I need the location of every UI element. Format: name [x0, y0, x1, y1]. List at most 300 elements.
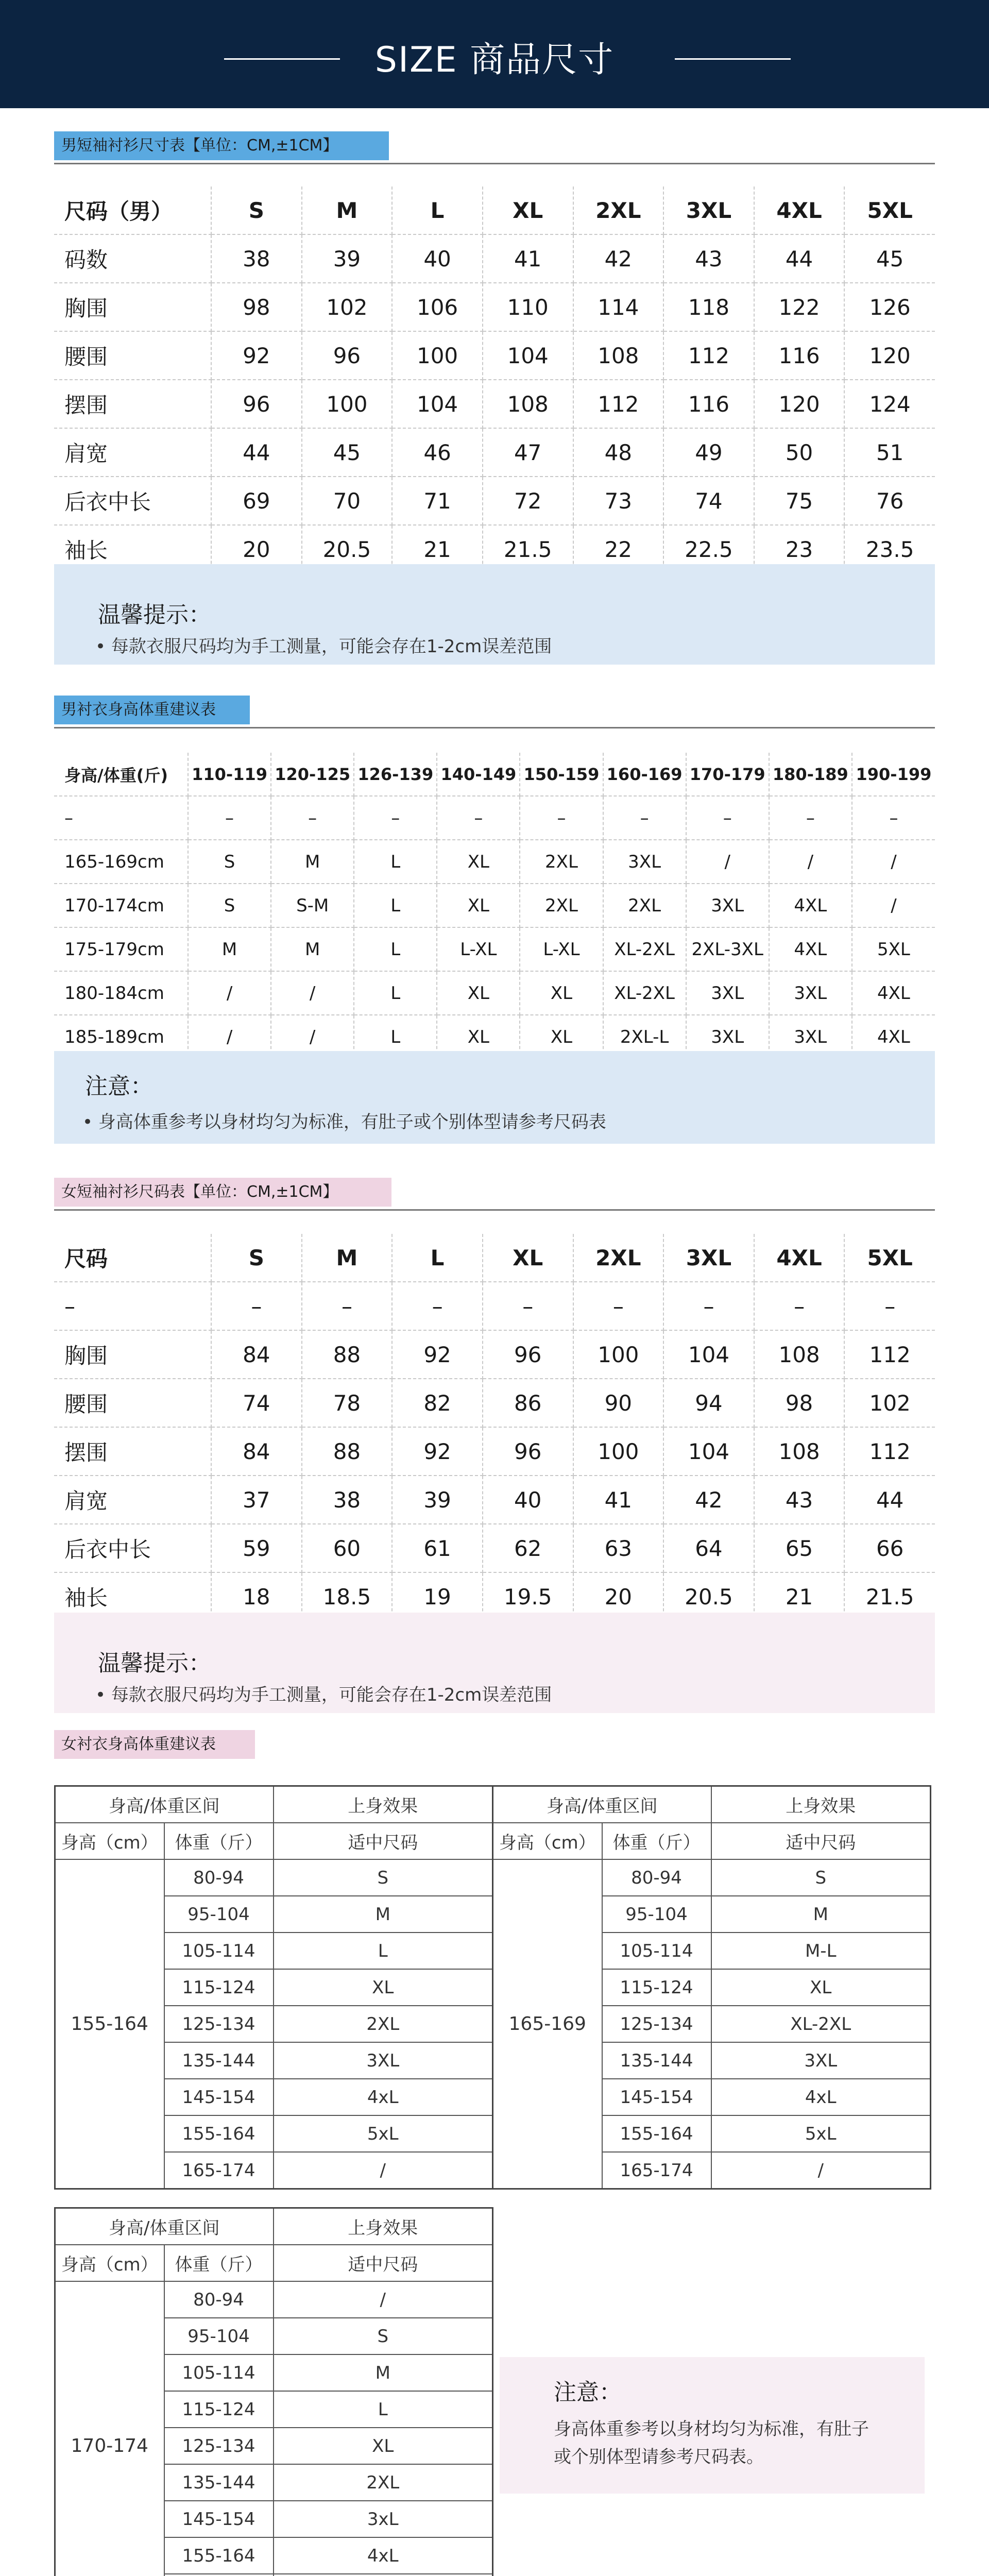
table-cell: 104: [663, 1427, 754, 1476]
table-cell: 38: [211, 234, 302, 283]
row-label: 后衣中长: [54, 1524, 211, 1572]
header-cell: 150-159: [520, 753, 603, 796]
men-size-note: [54, 564, 935, 665]
table-cell: 114: [573, 283, 664, 331]
header-weight: 体重（斤）: [164, 1823, 274, 1859]
header-cell: 尺码（男）: [54, 187, 211, 234]
table-cell: –: [211, 1282, 302, 1330]
table-cell: S: [188, 884, 271, 927]
table-header-row: [55, 1786, 493, 1823]
table-header-row: [55, 2245, 493, 2281]
header-weight: 体重（斤）: [164, 2245, 274, 2281]
table-cell: 108: [754, 1330, 845, 1379]
table-cell: –: [852, 796, 935, 840]
weight-cell: 80-94: [164, 2281, 274, 2318]
table-cell: 118: [663, 283, 754, 331]
table-cell: 78: [302, 1379, 393, 1427]
weight-cell: 135-144: [164, 2464, 274, 2501]
note-text: • 每款衣服尺码均为手工测量，可能会存在1-2cm误差范围: [95, 1685, 552, 1705]
table-cell: 112: [663, 331, 754, 380]
table-cell: 108: [573, 331, 664, 380]
size-cell: /: [274, 2281, 493, 2318]
table-cell: M: [271, 927, 354, 971]
size-cell: XL: [274, 2428, 493, 2464]
header-effect: 上身效果: [711, 1786, 931, 1823]
header-height: 身高（cm）: [55, 1823, 164, 1859]
row-label: 180-184cm: [54, 971, 188, 1015]
note-text-line-2: 或个别体型请参考尺码表。: [554, 2447, 764, 2467]
table-row: [54, 1427, 935, 1476]
table-cell: 100: [573, 1427, 664, 1476]
table-cell: 96: [302, 331, 393, 380]
table-cell: 19.5: [483, 1572, 573, 1621]
table-row: [493, 1859, 931, 1896]
table-cell: 84: [211, 1330, 302, 1379]
table-cell: 64: [663, 1524, 754, 1572]
table-cell: 86: [483, 1379, 573, 1427]
header-range: 身高/体重区间: [55, 1786, 274, 1823]
table-cell: 43: [663, 234, 754, 283]
table-cell: 2XL: [603, 884, 686, 927]
weight-cell: 125-134: [602, 2006, 711, 2042]
table-cell: XL: [520, 1015, 603, 1059]
table-cell: 2XL-L: [603, 1015, 686, 1059]
table-cell: 70: [302, 477, 393, 525]
table-cell: 104: [483, 331, 573, 380]
size-cell: /: [274, 2152, 493, 2189]
table-cell: 112: [573, 380, 664, 428]
men-size-table: [54, 187, 935, 574]
table-cell: 65: [754, 1524, 845, 1572]
weight-cell: 125-134: [164, 2006, 274, 2042]
table-header-row: [54, 1234, 935, 1282]
table-cell: XL: [437, 884, 520, 927]
table-cell: M: [271, 840, 354, 884]
header-effect: 上身效果: [274, 2208, 493, 2245]
table-cell: /: [686, 840, 769, 884]
weight-cell: 165-174: [164, 2152, 274, 2189]
row-label: 胸围: [54, 283, 211, 331]
header-cell: M: [302, 187, 393, 234]
header-height: 身高（cm）: [493, 1823, 602, 1859]
women-size-label: 女短袖衬衫尺码表【单位：CM,±1CM】: [54, 1178, 391, 1207]
table-cell: –: [520, 796, 603, 840]
table-cell: 82: [392, 1379, 483, 1427]
size-cell: XL: [711, 1969, 931, 2006]
weight-cell: 165-174: [602, 2152, 711, 2189]
table-cell: 2XL: [520, 884, 603, 927]
header-cell: 140-149: [437, 753, 520, 796]
table-cell: 104: [392, 380, 483, 428]
table-cell: 62: [483, 1524, 573, 1572]
table-cell: 44: [754, 234, 845, 283]
table-cell: 104: [663, 1330, 754, 1379]
weight-cell: 145-154: [164, 2079, 274, 2115]
table-cell: 4XL: [769, 927, 852, 971]
header-cell: XL: [483, 187, 573, 234]
size-cell: 3xL: [274, 2501, 493, 2537]
size-cell: XL-2XL: [711, 2006, 931, 2042]
table-cell: 120: [754, 380, 845, 428]
row-label: 摆围: [54, 1427, 211, 1476]
table-cell: /: [271, 971, 354, 1015]
size-cell: 4xL: [711, 2079, 931, 2115]
table-cell: 66: [844, 1524, 935, 1572]
table-cell: 44: [844, 1476, 935, 1524]
size-cell: 5xL: [711, 2115, 931, 2152]
table-cell: 42: [573, 234, 664, 283]
table-cell: 39: [392, 1476, 483, 1524]
table-cell: –: [271, 796, 354, 840]
table-cell: –: [354, 796, 437, 840]
row-label: 185-189cm: [54, 1015, 188, 1059]
row-label: 摆围: [54, 380, 211, 428]
table-cell: L-XL: [437, 927, 520, 971]
table-cell: 122: [754, 283, 845, 331]
table-row: [54, 840, 935, 884]
header-effect: 上身效果: [274, 1786, 493, 1823]
header-cell: 170-179: [686, 753, 769, 796]
table-cell: 19: [392, 1572, 483, 1621]
table-cell: 49: [663, 428, 754, 477]
table-cell: 88: [302, 1330, 393, 1379]
table-cell: S: [188, 840, 271, 884]
women-hw-label: 女衬衣身高体重建议表: [54, 1730, 255, 1759]
table-cell: 112: [844, 1427, 935, 1476]
table-cell: –: [302, 1282, 393, 1330]
table-cell: 102: [302, 283, 393, 331]
note-title: 温馨提示：: [98, 602, 211, 628]
size-cell: 4xL: [274, 2079, 493, 2115]
table-cell: 96: [483, 1330, 573, 1379]
table-cell: L-XL: [520, 927, 603, 971]
weight-cell: 115-124: [164, 2391, 274, 2428]
table-cell: –: [663, 1282, 754, 1330]
weight-cell: 115-124: [164, 1969, 274, 2006]
header-cell: 3XL: [663, 187, 754, 234]
women-hw-table-3: [54, 2207, 493, 2576]
table-cell: 41: [483, 234, 573, 283]
table-cell: 3XL: [686, 1015, 769, 1059]
size-cell: S: [274, 2318, 493, 2354]
size-cell: M: [711, 1896, 931, 1933]
note-text-line-1: 身高体重参考以身材均匀为标准，有肚子: [554, 2419, 869, 2439]
table-cell: XL-2XL: [603, 971, 686, 1015]
header-fit: 适中尺码: [274, 2245, 493, 2281]
women-hw-table-2: [492, 1785, 931, 2190]
row-label: 码数: [54, 234, 211, 283]
header-cell: XL: [483, 1234, 573, 1282]
table-cell: /: [188, 1015, 271, 1059]
note-text: • 每款衣服尺码均为手工测量，可能会存在1-2cm误差范围: [95, 636, 552, 657]
table-cell: /: [271, 1015, 354, 1059]
note-title: 注意：: [554, 2379, 622, 2405]
table-cell: 59: [211, 1524, 302, 1572]
table-cell: 23.5: [844, 525, 935, 573]
table-cell: 108: [754, 1427, 845, 1476]
table-cell: 40: [392, 234, 483, 283]
table-cell: 50: [754, 428, 845, 477]
weight-cell: 105-114: [164, 1933, 274, 1969]
weight-cell: [164, 2574, 274, 2576]
table-cell: 4XL: [852, 971, 935, 1015]
header-cell: 126-139: [354, 753, 437, 796]
table-row: [54, 428, 935, 477]
header-cell: 尺码: [54, 1234, 211, 1282]
weight-cell: 145-154: [602, 2079, 711, 2115]
weight-cell: 105-114: [164, 2354, 274, 2391]
table-cell: XL: [437, 1015, 520, 1059]
table-row: [54, 331, 935, 380]
table-cell: 18: [211, 1572, 302, 1621]
men-size-label: 男短袖衬衫尺寸表【单位：CM,±1CM】: [54, 131, 389, 160]
table-cell: 20.5: [302, 525, 393, 573]
row-label: 腰围: [54, 1379, 211, 1427]
header-height: 身高（cm）: [55, 2245, 164, 2281]
header-cell: 身高/体重(斤): [54, 753, 188, 796]
row-label: 肩宽: [54, 1476, 211, 1524]
table-cell: 72: [483, 477, 573, 525]
table-header-row: [493, 1786, 931, 1823]
table-header-row: [54, 187, 935, 234]
table-header-row: [493, 1823, 931, 1859]
table-cell: 96: [483, 1427, 573, 1476]
table-cell: 124: [844, 380, 935, 428]
table-cell: 21: [392, 525, 483, 573]
table-cell: 92: [392, 1330, 483, 1379]
table-cell: 22: [573, 525, 664, 573]
table-row: [54, 380, 935, 428]
note-text: • 身高体重参考以身材均匀为标准，有肚子或个别体型请参考尺码表: [82, 1112, 606, 1132]
row-label: 袖长: [54, 525, 211, 573]
women-hw-table-1: [54, 1785, 493, 2190]
table-row: [55, 2281, 493, 2318]
table-cell: 37: [211, 1476, 302, 1524]
table-cell: /: [852, 884, 935, 927]
table-cell: 100: [392, 331, 483, 380]
table-cell: /: [852, 840, 935, 884]
table-cell: /: [769, 840, 852, 884]
table-cell: 92: [211, 331, 302, 380]
table-row: [54, 283, 935, 331]
table-cell: 22.5: [663, 525, 754, 573]
table-cell: 4XL: [769, 884, 852, 927]
table-cell: 84: [211, 1427, 302, 1476]
table-cell: 41: [573, 1476, 664, 1524]
table-cell: 18.5: [302, 1572, 393, 1621]
table-cell: –: [573, 1282, 664, 1330]
women-hw-note: [500, 2357, 925, 2494]
table-cell: L: [354, 1015, 437, 1059]
table-cell: 45: [302, 428, 393, 477]
header-cell: L: [392, 1234, 483, 1282]
table-cell: XL-2XL: [603, 927, 686, 971]
table-cell: 116: [754, 331, 845, 380]
table-row: [54, 1282, 935, 1330]
table-cell: 102: [844, 1379, 935, 1427]
table-cell: 51: [844, 428, 935, 477]
size-cell: 2XL: [274, 2464, 493, 2501]
women-size-note: [54, 1613, 935, 1713]
size-cell: 4xL: [274, 2537, 493, 2574]
table-cell: –: [754, 1282, 845, 1330]
header-cell: S: [211, 1234, 302, 1282]
header-cell: 5XL: [844, 1234, 935, 1282]
section-divider: [54, 163, 935, 164]
header-range: 身高/体重区间: [493, 1786, 711, 1823]
header-cell: 5XL: [844, 187, 935, 234]
size-cell: XL: [274, 1969, 493, 2006]
table-cell: 20: [573, 1572, 664, 1621]
table-cell: –: [603, 796, 686, 840]
women-size-table: [54, 1234, 935, 1621]
men-hw-label: 男衬衣身高体重建议表: [54, 696, 250, 724]
header-fit: 适中尺码: [274, 1823, 493, 1859]
table-cell: 45: [844, 234, 935, 283]
table-row: [55, 1859, 493, 1896]
header-cell: 110-119: [188, 753, 271, 796]
height-range-cell: 170-174: [55, 2281, 164, 2576]
table-cell: 43: [754, 1476, 845, 1524]
table-cell: 90: [573, 1379, 664, 1427]
table-cell: XL: [520, 971, 603, 1015]
header-cell: 190-199: [852, 753, 935, 796]
size-cell: /: [711, 2152, 931, 2189]
table-cell: 21: [754, 1572, 845, 1621]
table-cell: 71: [392, 477, 483, 525]
table-cell: L: [354, 927, 437, 971]
table-cell: 96: [211, 380, 302, 428]
table-cell: 126: [844, 283, 935, 331]
page-title: SIZE 商品尺寸: [374, 40, 615, 80]
table-cell: 3XL: [769, 971, 852, 1015]
table-cell: 47: [483, 428, 573, 477]
table-cell: XL: [437, 971, 520, 1015]
table-cell: –: [483, 1282, 573, 1330]
table-cell: 76: [844, 477, 935, 525]
row-label: 165-169cm: [54, 840, 188, 884]
table-cell: S-M: [271, 884, 354, 927]
men-hw-table: [54, 753, 935, 1059]
table-cell: 39: [302, 234, 393, 283]
table-cell: 69: [211, 477, 302, 525]
table-cell: 88: [302, 1427, 393, 1476]
section-divider: [54, 1209, 935, 1211]
table-cell: 61: [392, 1524, 483, 1572]
weight-cell: 155-164: [164, 2537, 274, 2574]
size-cell: 3XL: [274, 2042, 493, 2079]
table-cell: 3XL: [769, 1015, 852, 1059]
header-cell: M: [302, 1234, 393, 1282]
table-cell: 40: [483, 1476, 573, 1524]
section-divider: [54, 727, 935, 728]
weight-cell: 95-104: [164, 1896, 274, 1933]
table-cell: –: [686, 796, 769, 840]
size-cell: 2XL: [274, 2006, 493, 2042]
table-cell: /: [188, 971, 271, 1015]
size-cell: L: [274, 1933, 493, 1969]
table-cell: 100: [302, 380, 393, 428]
table-cell: 38: [302, 1476, 393, 1524]
header-cell: 3XL: [663, 1234, 754, 1282]
weight-cell: 125-134: [164, 2428, 274, 2464]
table-cell: 3XL: [603, 840, 686, 884]
header-cell: 2XL: [573, 1234, 664, 1282]
table-row: [54, 1524, 935, 1572]
weight-cell: 95-104: [164, 2318, 274, 2354]
table-cell: 112: [844, 1330, 935, 1379]
table-cell: M: [188, 927, 271, 971]
table-row: [54, 1476, 935, 1524]
table-cell: 116: [663, 380, 754, 428]
table-cell: 74: [211, 1379, 302, 1427]
height-range-cell: 165-169: [493, 1859, 602, 2189]
weight-cell: 80-94: [602, 1859, 711, 1896]
men-hw-note: [54, 1051, 935, 1144]
table-cell: 106: [392, 283, 483, 331]
table-cell: 42: [663, 1476, 754, 1524]
table-cell: 5XL: [852, 927, 935, 971]
table-row: [54, 1379, 935, 1427]
table-row: [54, 477, 935, 525]
header-cell: 160-169: [603, 753, 686, 796]
weight-cell: 105-114: [602, 1933, 711, 1969]
table-cell: –: [392, 1282, 483, 1330]
size-cell: M: [274, 1896, 493, 1933]
weight-cell: 95-104: [602, 1896, 711, 1933]
table-cell: 20.5: [663, 1572, 754, 1621]
table-cell: XL: [437, 840, 520, 884]
weight-cell: 155-164: [602, 2115, 711, 2152]
row-label: –: [54, 1282, 211, 1330]
table-cell: 98: [754, 1379, 845, 1427]
row-label: 175-179cm: [54, 927, 188, 971]
header-range: 身高/体重区间: [55, 2208, 274, 2245]
table-cell: –: [188, 796, 271, 840]
header-weight: 体重（斤）: [602, 1823, 711, 1859]
size-cell: S: [711, 1859, 931, 1896]
table-cell: 98: [211, 283, 302, 331]
table-cell: 75: [754, 477, 845, 525]
table-cell: 23: [754, 525, 845, 573]
table-row: [54, 884, 935, 927]
row-label: 后衣中长: [54, 477, 211, 525]
table-cell: 44: [211, 428, 302, 477]
table-header-row: [55, 1823, 493, 1859]
table-cell: L: [354, 840, 437, 884]
table-cell: 21.5: [483, 525, 573, 573]
table-cell: 120: [844, 331, 935, 380]
note-title: 温馨提示：: [98, 1650, 211, 1676]
size-cell: [274, 2574, 493, 2576]
table-header-row: [54, 753, 935, 796]
header-cell: S: [211, 187, 302, 234]
weight-cell: 145-154: [164, 2501, 274, 2537]
table-cell: L: [354, 971, 437, 1015]
height-range-cell: 155-164: [55, 1859, 164, 2189]
header-cell: 120-125: [271, 753, 354, 796]
table-header-row: [55, 2208, 493, 2245]
table-cell: 110: [483, 283, 573, 331]
weight-cell: 135-144: [164, 2042, 274, 2079]
size-cell: S: [274, 1859, 493, 1896]
table-cell: 108: [483, 380, 573, 428]
table-row: [54, 1330, 935, 1379]
size-cell: M: [274, 2354, 493, 2391]
header-cell: L: [392, 187, 483, 234]
header-fit: 适中尺码: [711, 1823, 931, 1859]
weight-cell: 115-124: [602, 1969, 711, 2006]
